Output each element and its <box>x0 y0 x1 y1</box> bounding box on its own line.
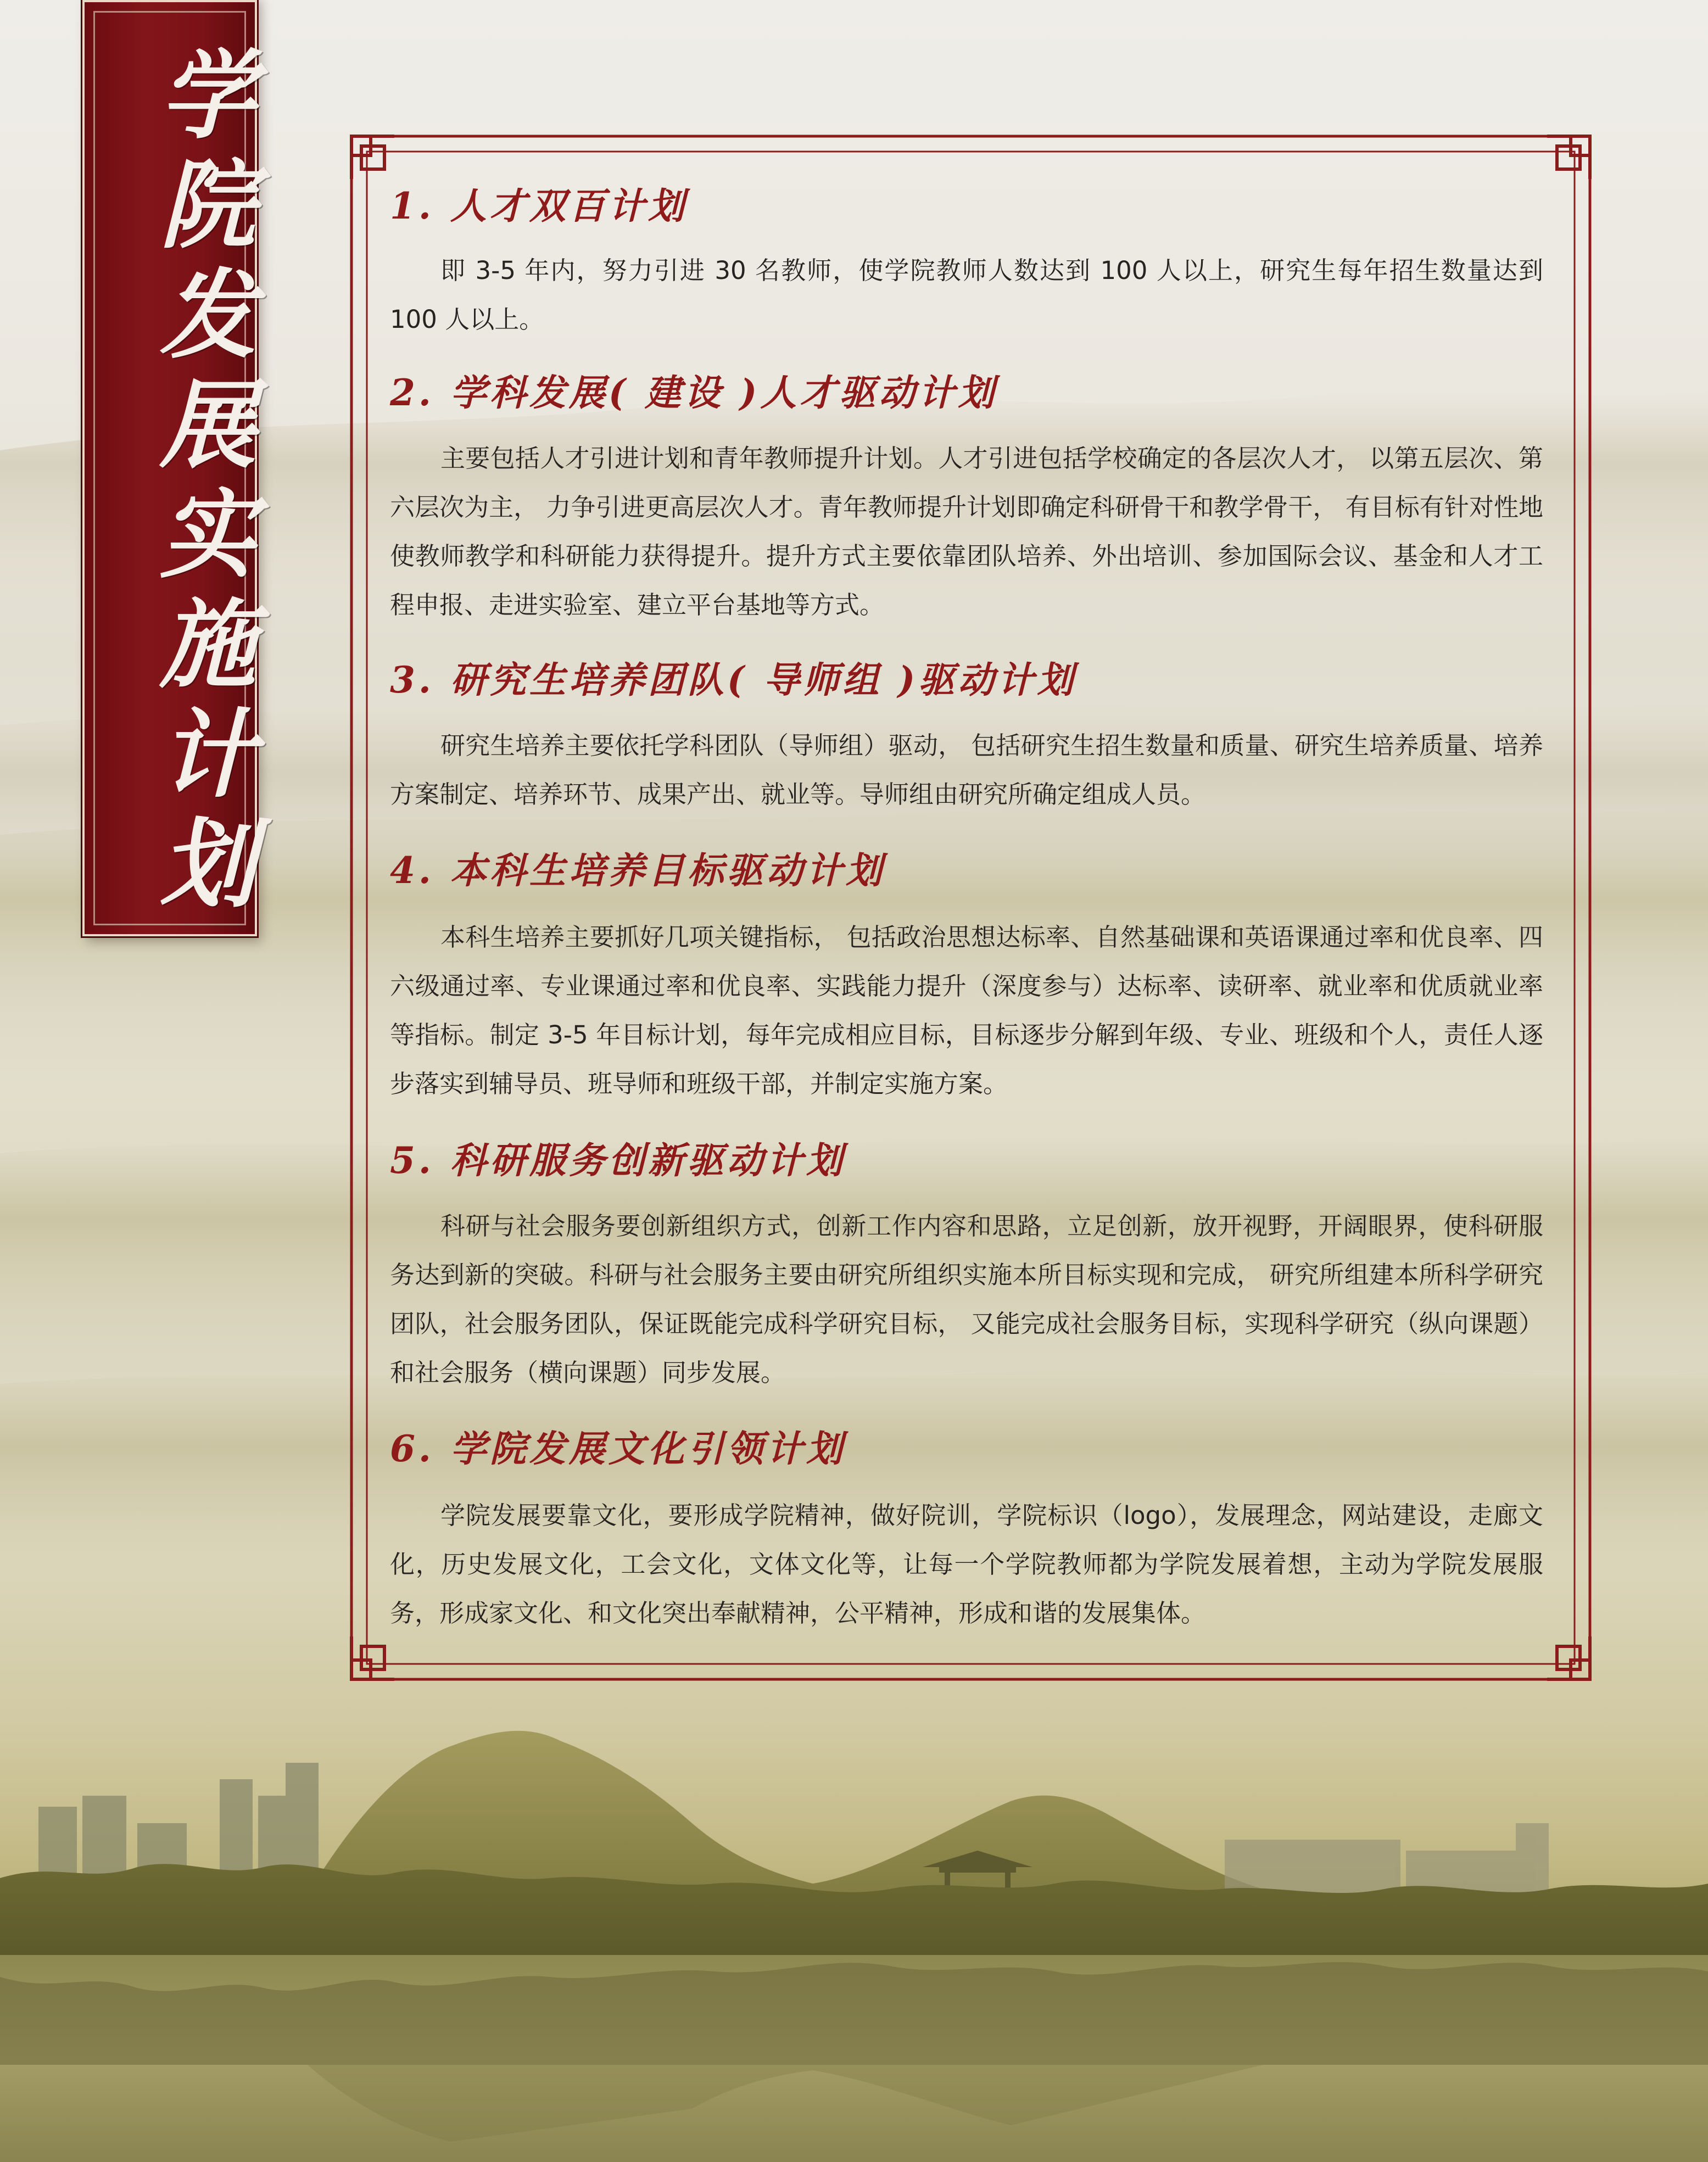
banner-title-char: 院 <box>144 154 256 257</box>
banner-title-char: 计 <box>144 703 256 806</box>
section-title-1: 1. 人才双百计划 <box>390 185 688 227</box>
banner-title <box>85 41 255 919</box>
section-body-1: 即 3-5 年内，努力引进 30 名教师，使学院教师人数达到 100 人以上，研究生每年招生数量达到 100 人以上。 <box>390 256 1543 334</box>
section-body-2: 主要包括人才引进计划和青年教师提升计划。人才引进包括学校确定的各层次人才， 以第五层次、第六层次为主， 力争引进更高层次人才。青年教师提升计划即确定科研骨干和教学骨干， 有目标有针对性地使教师教学和科研能力获得提升。提升方式主要依靠团队培养、外出培训、参加国际会议、基金和人才工程申报、走进实验室、建立平台基地等方式。 <box>390 444 1543 619</box>
banner-title-char: 展 <box>144 373 256 477</box>
banner-title-char: 划 <box>144 813 256 916</box>
section-title-3: 3. 研究生培养团队( 导师组 )驱动计划 <box>390 658 1077 701</box>
banner-title-char: 学 <box>144 44 256 147</box>
section-body-5: 科研与社会服务要创新组织方式，创新工作内容和思路，立足创新，放开视野，开阔眼界，使科研服务达到新的突破。科研与社会服务主要由研究所组织实施本所目标实现和完成， 研究所组建本所科学研究团队，社会服务团队，保证既能完成科学研究目标， 又能完成社会服务目标，实现科学研究（纵向课题）和社会服务（横向课题）同步发展。 <box>390 1211 1543 1387</box>
banner-title-char: 发 <box>144 264 256 367</box>
section-title-4: 4. 本科生培养目标驱动计划 <box>390 849 885 892</box>
section-title-6: 6. 学院发展文化引领计划 <box>390 1427 846 1470</box>
section-body-3: 研究生培养主要依托学科团队（导师组）驱动， 包括研究生招生数量和质量、研究生培养质量、培养方案制定、培养环节、成果产出、就业等。导师组由研究所确定组成人员。 <box>390 731 1543 809</box>
section-body-4: 本科生培养主要抓好几项关键指标， 包括政治思想达标率、自然基础课和英语课通过率和优良率、四六级通过率、专业课通过率和优良率、实践能力提升（深度参与）达标率、读研率、就业率和优质就业率等指标。制定 3-5 年目标计划，每年完成相应目标，目标逐步分解到年级、专业、班级和个人，责任人逐步落实到辅导员、班导师和班级干部，并制定实施方案。 <box>390 923 1543 1098</box>
section-title-2: 2. 学科发展( 建设 )人才驱动计划 <box>390 371 998 414</box>
section-title-5: 5. 科研服务创新驱动计划 <box>390 1139 846 1182</box>
title-banner <box>82 0 257 936</box>
section-body-6: 学院发展要靠文化，要形成学院精神，做好院训，学院标识（logo），发展理念，网站建设，走廊文化，历史发展文化，工会文化，文体文化等，让每一个学院教师都为学院发展着想，主动为学院发展服务，形成家文化、和文化突出奉献精神，公平精神，形成和谐的发展集体。 <box>390 1501 1543 1628</box>
banner-title-char: 实 <box>144 483 256 586</box>
banner-title-char: 施 <box>144 593 256 696</box>
